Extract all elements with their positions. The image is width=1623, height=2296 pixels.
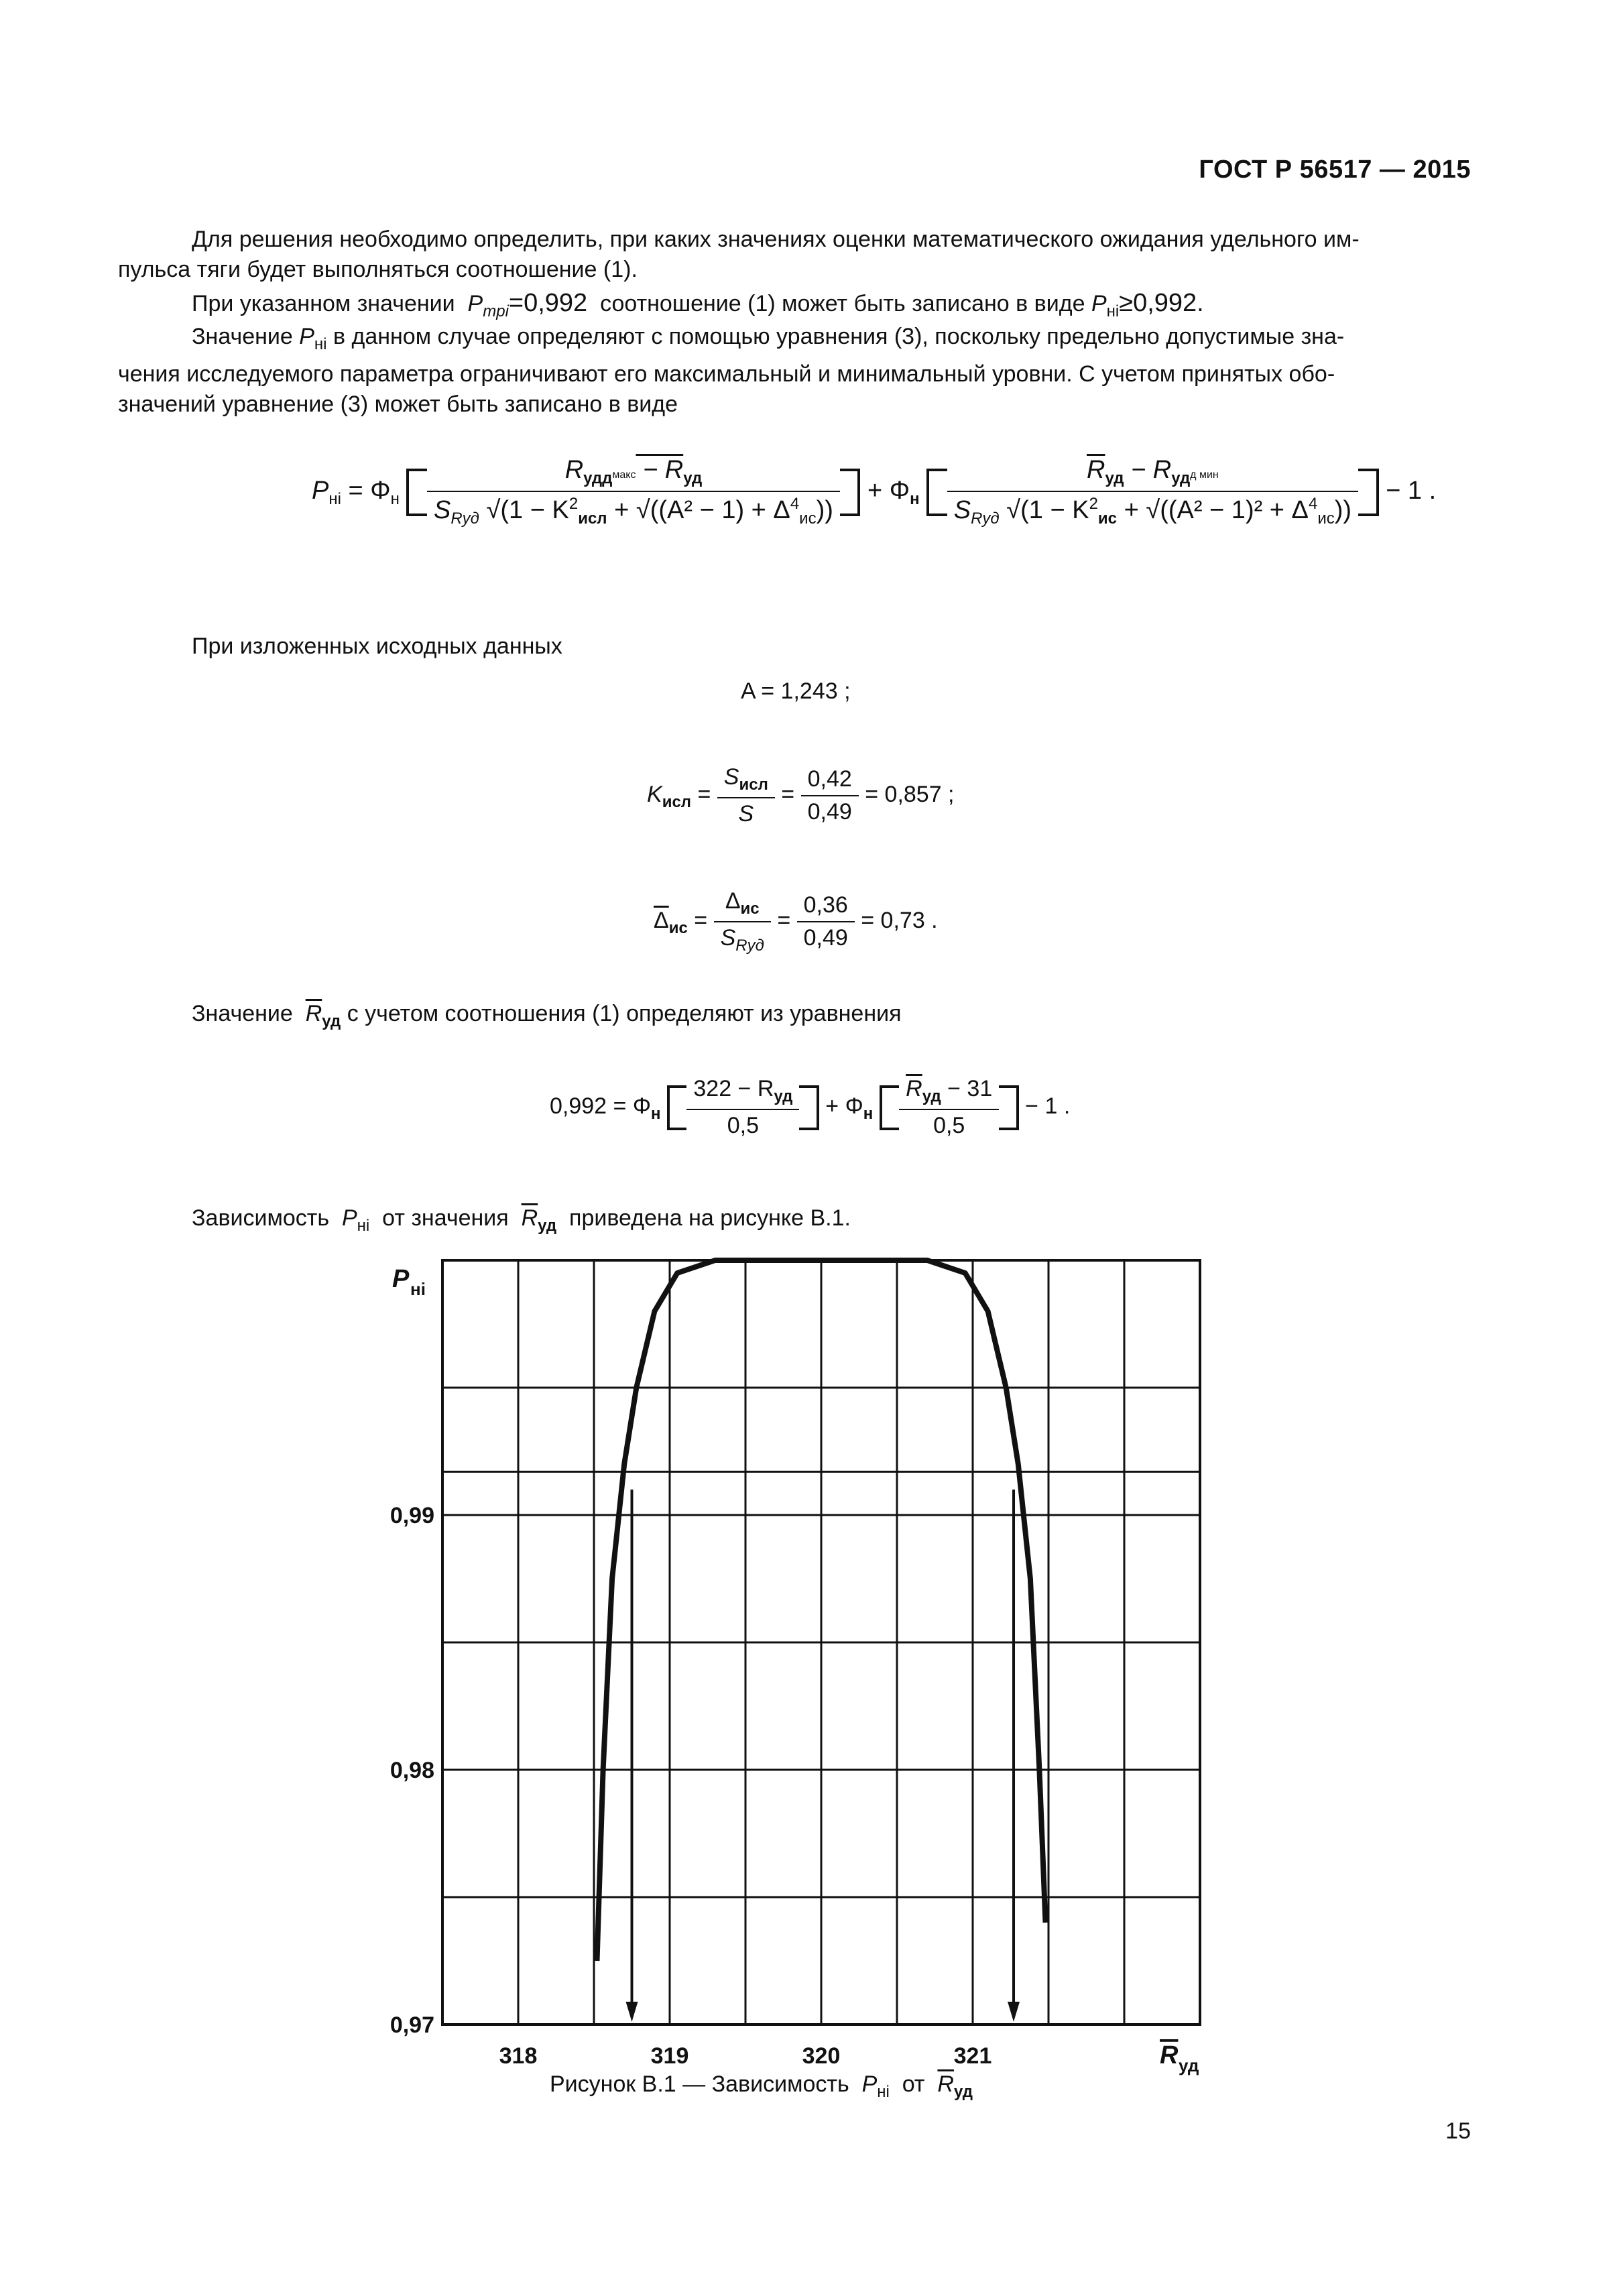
paragraph-4: При изложенных исходных данных	[192, 633, 562, 659]
arrow-head	[626, 2002, 638, 2022]
y-tick-label: 0,97	[389, 2012, 434, 2038]
paragraph-6: Зависимость $P_{нi}$ от значения $\overline{R}_{уд}$ приведена на рисунке В.1.	[192, 1205, 851, 1235]
paragraph-2: При указанном значении $P_{mpi}=0,992$ соотношение (1) может быть записано в виде $P_{нi}\ge 0,992$.	[192, 289, 1204, 320]
y-tick-label: 0,99	[389, 1503, 434, 1528]
arrow-head	[1008, 2002, 1020, 2022]
paragraph-1: Для решения необходимо определить, при каких значениях оценки математического ожидания удельного им- пульса тяги будет выполняться соотношение (1).	[118, 227, 1360, 282]
x-tick-label: 318	[499, 2043, 538, 2069]
chart-grid	[442, 1260, 1200, 2025]
x-axis-label: R	[1160, 2041, 1179, 2069]
equation-k: $K_{исл}$ = $\frac{S_{исл}}{S}$ = $\frac{0,42}{0,49}$ = 0,857 ;	[647, 764, 955, 827]
x-tick-label: 320	[802, 2043, 841, 2069]
figure-caption: Рисунок В.1 — Зависимость $P_{нi}$ от $\overline{R}_{уд}$	[550, 2071, 973, 2101]
equation-delta: $\overline{\Delta}_{ис}$ = $\frac{\Delta_{ис}}{S_{Rуд}}$ = $\frac{0,36}{0,49}$ = 0,73 .	[654, 888, 938, 955]
equation-numeric: $0,992 = \Phi_н$ $\frac{322 - R_{уд}}{0,5}$ + $\Phi_н$ $\frac{\overline{R}_{уд} - 31}{0,5}$ − 1 .	[550, 1076, 1071, 1138]
paragraph-5: Значение $\overline{R}_{уд}$ с учетом соотношения (1) определяют из уравнения	[192, 1001, 902, 1030]
y-axis-label: P	[392, 1265, 410, 1293]
chart-labels	[390, 1265, 1199, 2075]
paragraph-3: Значение $P_{нi}$ в данном случае определяют с помощью уравнения (3), поскольку предельно допустимые зна- чения исследуемого параметра ограничивают его максимальный и минимальный уровни. С учетом принятых обо- значений уравнение (3) может быть записано в виде	[118, 324, 1345, 417]
chart-annotations	[626, 1490, 1020, 2022]
page-number: 15	[1445, 2118, 1471, 2144]
y-axis-label-sub: нi	[410, 1279, 426, 1299]
equation-reliability: $P_{нi} = \Phi_н$ $\frac{R_{удд}макс - R_{уд}}{S_{Rуд} √(1 - K^2_{исл} + √((A^2 - 1) + \Delta^4_{ис}))}$ + $\Phi_н$ $\frac{\overline{R}_{уд} - R_{уд}д мин}{S_{Rуд} √(1 - K^2_{ис} + √((A^2 - 1)^2 + \Delta^4_{ис}))}$ − 1 .	[312, 456, 1437, 528]
fraction-1: $\frac{R_{удд}макс - R_{уд}}{S_{Rуд} √(1 - K^2_{исл} + √((A^2 - 1) + \Delta^4_{ис}))}$	[427, 456, 840, 528]
x-tick-label: 319	[650, 2043, 689, 2069]
document-header: ГОСТ Р 56517 — 2015	[1199, 156, 1471, 184]
y-tick-label: 0,98	[389, 1758, 434, 1783]
x-axis-label-sub: уд	[1179, 2055, 1199, 2075]
equation-a: A = 1,243 ;	[741, 678, 851, 704]
x-tick-label: 321	[953, 2043, 992, 2069]
fraction-2: $\frac{\overline{R}_{уд} - R_{уд}д мин}{S_{Rуд} √(1 - K^2_{ис} + √((A^2 - 1)^2 + \Delta^4_{ис}))}$	[947, 456, 1358, 528]
